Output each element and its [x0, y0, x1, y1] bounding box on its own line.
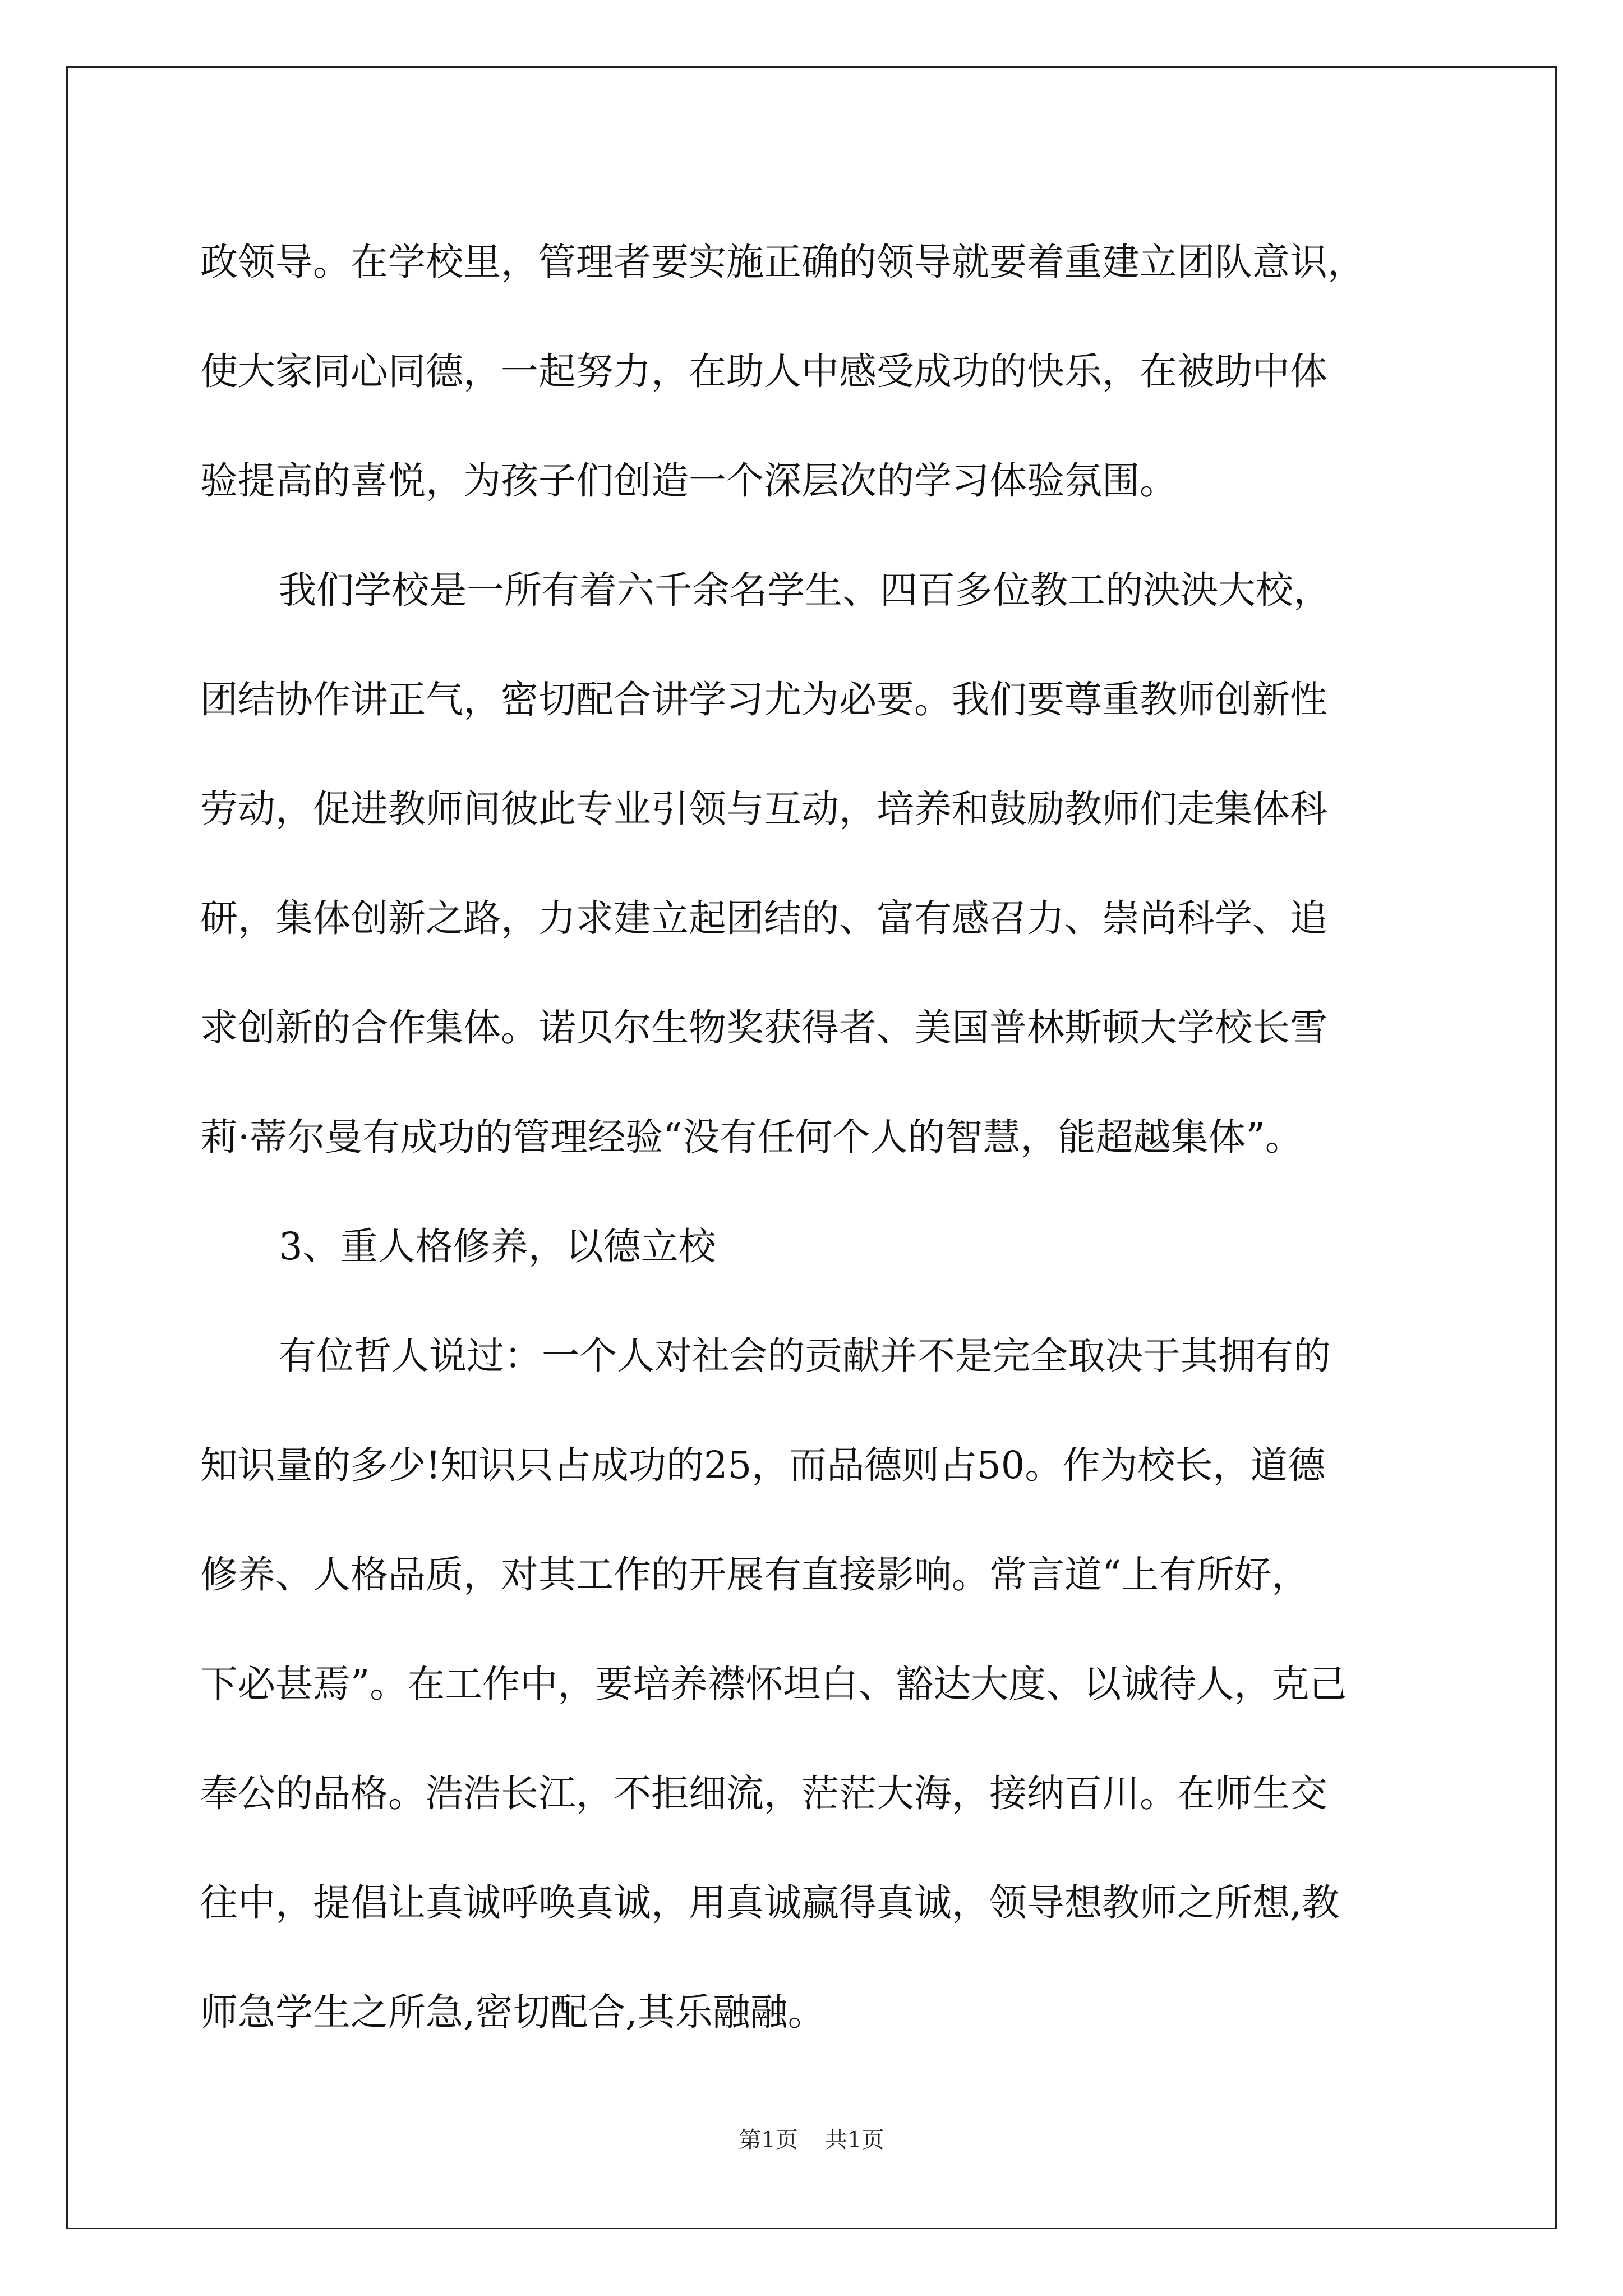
page-footer: [0, 2123, 1623, 2157]
text-line: 奉公的品格。浩浩长江，不拒细流，茫茫大海，接纳百川。在师生交: [200, 1772, 1327, 1815]
text-line: 往中，提倡让真诚呼唤真诚，用真诚赢得真诚，领导想教师之所想,教: [200, 1881, 1340, 1925]
text-line: 使大家同心同德，一起努力，在助人中感受成功的快乐，在被助中体: [200, 349, 1327, 393]
document-body: [200, 208, 1423, 2067]
text-line: 下必甚焉”。在工作中，要培养襟怀坦白、豁达大度、以诚待人，克己: [200, 1662, 1347, 1706]
text-line: 政领导。在学校里，管理者要实施正确的领导就要着重建立团队意识，: [200, 240, 1365, 284]
text-line: 研，集体创新之路，力求建立起团结的、富有感召力、崇尚科学、追: [200, 896, 1327, 940]
text-line: 3、重人格修养，以德立校: [279, 1225, 716, 1268]
text-line: 验提高的喜悦，为孩子们创造一个深层次的学习体验氛围。: [200, 459, 1177, 503]
text-line: 知识量的多少!知识只占成功的25，而品德则占50。作为校长，道德: [200, 1443, 1326, 1487]
text-line: 劳动，促进教师间彼此专业引领与互动，培养和鼓励教师们走集体科: [200, 787, 1327, 831]
text-line: 修养、人格品质，对其工作的开展有直接影响。常言道“上有所好，: [200, 1553, 1310, 1596]
page-total: 共1页: [825, 2127, 884, 2153]
text-line: 团结协作讲正气，密切配合讲学习尤为必要。我们要尊重教师创新性: [200, 678, 1327, 721]
text-line: 求创新的合作集体。诺贝尔生物奖获得者、美国普林斯顿大学校长雪: [200, 1006, 1327, 1050]
text-line: 莉·蒂尔曼有成功的管理经验“没有任何个人的智慧，能超越集体”。: [200, 1115, 1303, 1159]
text-line: 我们学校是一所有着六千余名学生、四百多位教工的泱泱大校，: [279, 568, 1331, 612]
page-number: 第1页: [739, 2127, 798, 2153]
text-line: 有位哲人说过：一个人对社会的贡献并不是完全取决于其拥有的: [279, 1334, 1331, 1378]
text-line: 师急学生之所急,密切配合,其乐融融。: [200, 1990, 826, 2034]
